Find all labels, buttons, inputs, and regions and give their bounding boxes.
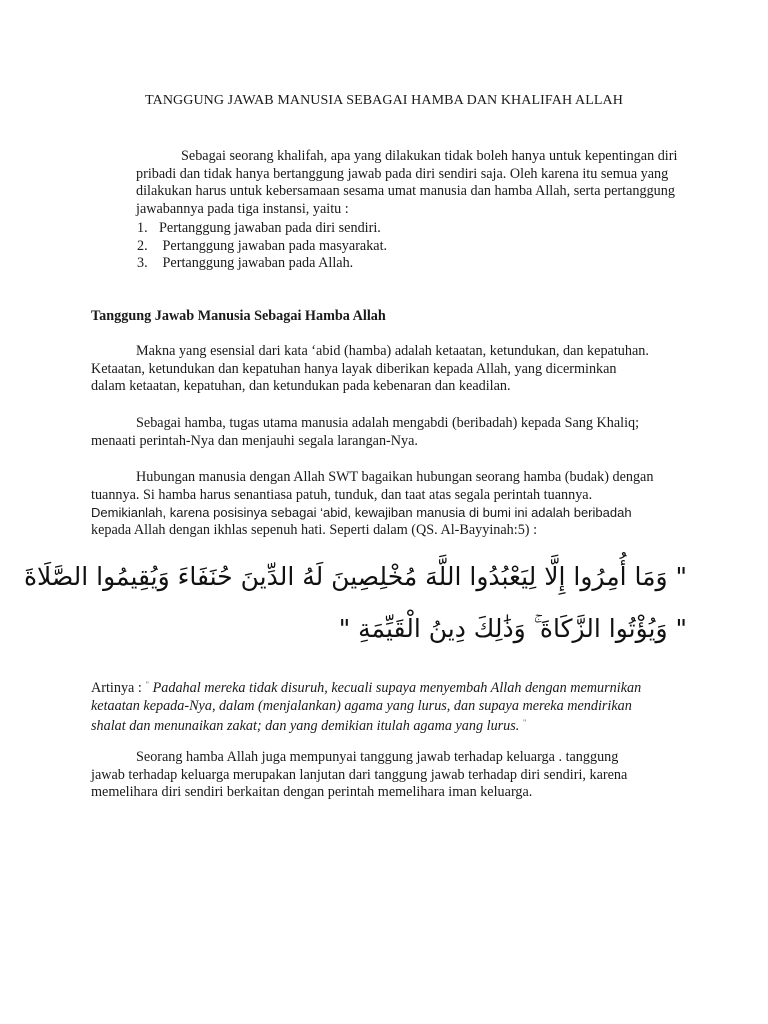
paragraph-hamba-duty bbox=[91, 415, 679, 450]
paragraph-relationship bbox=[91, 469, 679, 539]
text-line: pribadi dan tidak hanya bertanggung jawab pada diri sendiri saja. Oleh karena itu semua yang bbox=[136, 165, 669, 182]
text-line: tuannya. Si hamba harus senantiasa patuh, tunduk, dan taat atas segala perintah tuannya. bbox=[91, 486, 593, 503]
text-line: Seorang hamba Allah juga mempunyai tanggung jawab terhadap keluarga . tanggung bbox=[136, 749, 619, 765]
text-line: dalam ketaatan, kepatuhan, dan ketundukan pada kebenaran dan keadilan. bbox=[91, 378, 511, 395]
text-line: Artinya : " Padahal mereka tidak disuruh, kecuali supaya menyembah Allah dengan memurnikan bbox=[91, 680, 642, 696]
text-line: Sebagai hamba, tugas utama manusia adalah mengabdi (beribadah) kepada Sang Khaliq; bbox=[136, 415, 640, 431]
text-line: Makna yang esensial dari kata ‘abid (hamba) adalah ketaatan, ketundukan, dan kepatuhan. bbox=[136, 343, 649, 359]
text-line: Sebagai seorang khalifah, apa yang dilakukan tidak boleh hanya untuk kepentingan diri bbox=[181, 148, 678, 164]
list-item: 3. Pertanggung jawaban pada Allah. bbox=[137, 255, 354, 272]
text-line: shalat dan menunaikan zakat; dan yang demikian itulah agama yang lurus. " bbox=[91, 718, 527, 735]
responsibility-list bbox=[137, 220, 387, 273]
list-item: 1. Pertanggung jawaban pada diri sendiri. bbox=[137, 220, 381, 236]
text-line: Ketaatan, ketundukan dan kepatuhan hanya layak diberikan kepada Allah, yang dicerminkan bbox=[91, 360, 617, 377]
document-title: TANGGUNG JAWAB MANUSIA SEBAGAI HAMBA DAN KHALIFAH ALLAH bbox=[145, 93, 623, 108]
arabic-verse-line-2: " وَيُؤْتُوا الزَّكَاةَ ۚ وَذَٰلِكَ دِينُ الْقَيِّمَةِ " bbox=[338, 614, 687, 643]
intro-paragraph bbox=[91, 148, 679, 218]
text-line: Hubungan manusia dengan Allah SWT bagaikan hubungan seorang hamba (budak) dengan bbox=[136, 469, 654, 485]
arabic-verse-line-1: " وَمَا أُمِرُوا إِلَّا لِيَعْبُدُوا اللَّهَ مُخْلِصِينَ لَهُ الدِّينَ حُنَفَاءَ وَيُقِيمُوا الصَّلَاةَ bbox=[23, 562, 687, 591]
text-line: Demikianlah, karena posisinya sebagai ‘abid, kewajiban manusia di bumi ini adalah beribadah bbox=[91, 505, 632, 521]
text-line: jawab terhadap keluarga merupakan lanjutan dari tanggung jawab terhadap diri sendiri, karena bbox=[91, 766, 628, 783]
section-heading: Tanggung Jawab Manusia Sebagai Hamba Allah bbox=[91, 308, 386, 324]
quote-open: " bbox=[145, 680, 150, 690]
quote-close: " bbox=[522, 718, 527, 729]
text-line: ketaatan kepada-Nya, dalam (menjalankan) agama yang lurus, dan supaya mereka mendirikan bbox=[91, 697, 632, 714]
text-line: jawabannya pada tiga instansi, yaitu : bbox=[136, 200, 349, 217]
text-line: dilakukan harus untuk kebersamaan sesama umat manusia dan hamba Allah, serta pertanggung bbox=[136, 183, 675, 200]
paragraph-family bbox=[91, 749, 679, 802]
translation-paragraph bbox=[91, 677, 687, 736]
paragraph-abid bbox=[91, 343, 679, 396]
list-item: 2. Pertanggung jawaban pada masyarakat. bbox=[137, 237, 388, 254]
artinya-label: Artinya : bbox=[91, 680, 146, 696]
text-line: memelihara diri sendiri berkaitan dengan perintah memelihara iman keluarga. bbox=[91, 784, 533, 801]
text-line: menaati perintah-Nya dan menjauhi segala larangan-Nya. bbox=[91, 432, 418, 449]
text-line: kepada Allah dengan ikhlas sepenuh hati. Seperti dalam (QS. Al-Bayyinah:5) : bbox=[91, 521, 538, 538]
